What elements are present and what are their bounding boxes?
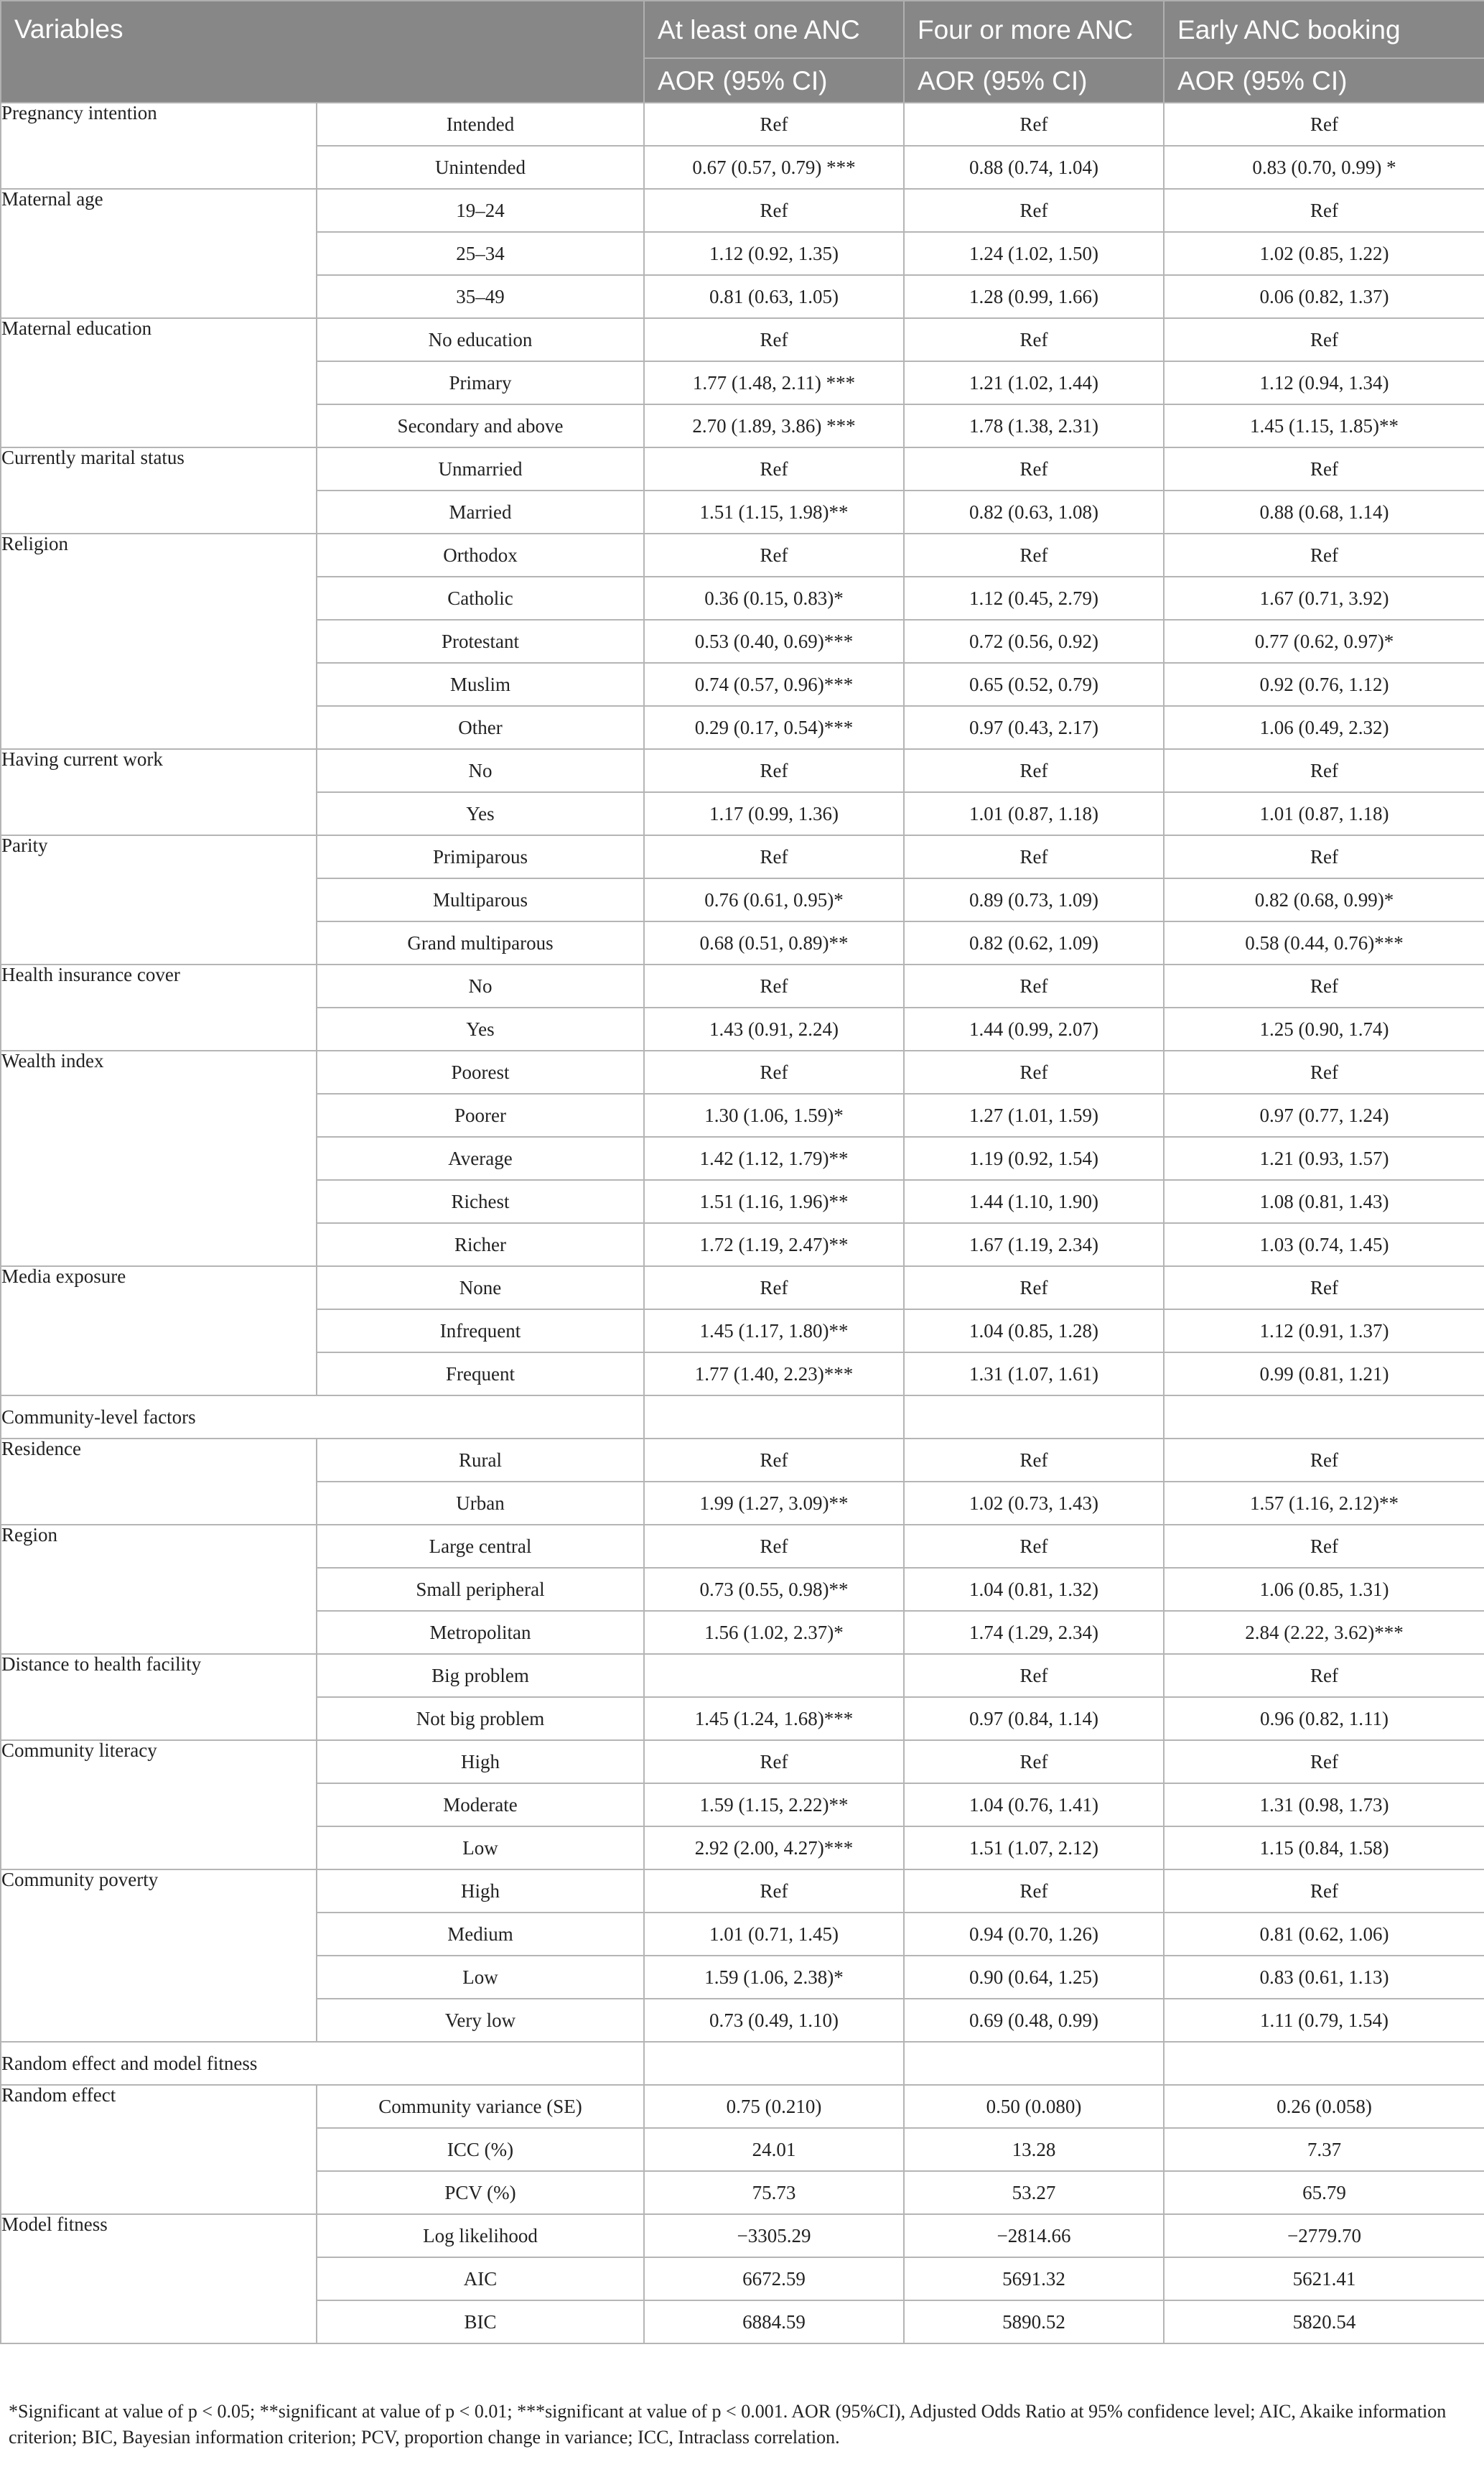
value-four-or-more-anc: 0.69 (0.48, 0.99) [904, 1999, 1164, 2042]
value-at-least-one-anc: −3305.29 [644, 2214, 904, 2257]
table-row [1, 1654, 1484, 1697]
value-at-least-one-anc: 6884.59 [644, 2300, 904, 2343]
variable-name: Community literacy [1, 1740, 317, 1869]
value-early-anc-booking: 1.03 (0.74, 1.45) [1164, 1223, 1484, 1266]
value-at-least-one-anc: 1.77 (1.48, 2.11) *** [644, 361, 904, 404]
category-label: Average [317, 1137, 644, 1180]
value-four-or-more-anc: 0.72 (0.56, 0.92) [904, 620, 1164, 663]
value-early-anc-booking: 1.15 (0.84, 1.58) [1164, 1826, 1484, 1869]
value-at-least-one-anc: 1.51 (1.16, 1.96)** [644, 1180, 904, 1223]
variable-name: Pregnancy intention [1, 103, 317, 189]
value-four-or-more-anc: 1.51 (1.07, 2.12) [904, 1826, 1164, 1869]
value-early-anc-booking: 0.97 (0.77, 1.24) [1164, 1094, 1484, 1137]
value-at-least-one-anc: Ref [644, 189, 904, 232]
value-four-or-more-anc: 0.65 (0.52, 0.79) [904, 663, 1164, 706]
section-empty-cell [1164, 1395, 1484, 1439]
value-four-or-more-anc: 1.19 (0.92, 1.54) [904, 1137, 1164, 1180]
category-label: Moderate [317, 1783, 644, 1826]
value-early-anc-booking: 1.01 (0.87, 1.18) [1164, 792, 1484, 835]
value-early-anc-booking: 1.45 (1.15, 1.85)** [1164, 404, 1484, 447]
value-early-anc-booking: Ref [1164, 447, 1484, 491]
category-label: No education [317, 318, 644, 361]
category-label: 25–34 [317, 232, 644, 275]
value-four-or-more-anc: 1.27 (1.01, 1.59) [904, 1094, 1164, 1137]
category-label: 35–49 [317, 275, 644, 318]
category-label: BIC [317, 2300, 644, 2343]
value-early-anc-booking: 0.06 (0.82, 1.37) [1164, 275, 1484, 318]
value-early-anc-booking: 0.77 (0.62, 0.97)* [1164, 620, 1484, 663]
value-at-least-one-anc: 1.99 (1.27, 3.09)** [644, 1482, 904, 1525]
value-four-or-more-anc: 0.89 (0.73, 1.09) [904, 878, 1164, 921]
value-at-least-one-anc: Ref [644, 447, 904, 491]
value-four-or-more-anc: 1.04 (0.81, 1.32) [904, 1568, 1164, 1611]
section-empty-cell [904, 1395, 1164, 1439]
value-early-anc-booking: Ref [1164, 1869, 1484, 1913]
table-row [1, 749, 1484, 792]
variable-name: Parity [1, 835, 317, 965]
table-body [1, 103, 1484, 2343]
value-early-anc-booking: Ref [1164, 103, 1484, 146]
category-label: Low [317, 1826, 644, 1869]
table-row [1, 1740, 1484, 1783]
category-label: Intended [317, 103, 644, 146]
value-four-or-more-anc: Ref [904, 1525, 1164, 1568]
value-four-or-more-anc: Ref [904, 749, 1164, 792]
value-at-least-one-anc: Ref [644, 318, 904, 361]
value-early-anc-booking: Ref [1164, 749, 1484, 792]
value-early-anc-booking: 65.79 [1164, 2171, 1484, 2214]
category-label: Urban [317, 1482, 644, 1525]
header-four-or-more-anc: Four or more ANC [904, 1, 1164, 58]
value-four-or-more-anc: 13.28 [904, 2128, 1164, 2171]
value-early-anc-booking: 0.83 (0.61, 1.13) [1164, 1956, 1484, 1999]
category-label: AIC [317, 2257, 644, 2300]
variable-name: Health insurance cover [1, 965, 317, 1051]
variable-name: Residence [1, 1439, 317, 1525]
value-four-or-more-anc: 0.97 (0.84, 1.14) [904, 1697, 1164, 1740]
value-at-least-one-anc: Ref [644, 103, 904, 146]
category-label: Very low [317, 1999, 644, 2042]
category-label: Low [317, 1956, 644, 1999]
value-early-anc-booking: Ref [1164, 189, 1484, 232]
value-four-or-more-anc: Ref [904, 103, 1164, 146]
value-at-least-one-anc: 1.17 (0.99, 1.36) [644, 792, 904, 835]
value-four-or-more-anc: 1.24 (1.02, 1.50) [904, 232, 1164, 275]
value-early-anc-booking: Ref [1164, 1525, 1484, 1568]
category-label: Secondary and above [317, 404, 644, 447]
value-at-least-one-anc [644, 1654, 904, 1697]
category-label: ICC (%) [317, 2128, 644, 2171]
value-early-anc-booking: 1.06 (0.49, 2.32) [1164, 706, 1484, 749]
value-at-least-one-anc: 0.76 (0.61, 0.95)* [644, 878, 904, 921]
value-four-or-more-anc: Ref [904, 447, 1164, 491]
category-label: Unintended [317, 146, 644, 189]
section-label: Community-level factors [1, 1395, 644, 1439]
table-header [1, 1, 1484, 103]
value-early-anc-booking: 5621.41 [1164, 2257, 1484, 2300]
value-early-anc-booking: 1.12 (0.91, 1.37) [1164, 1309, 1484, 1352]
value-four-or-more-anc: 1.28 (0.99, 1.66) [904, 275, 1164, 318]
section-empty-cell [1164, 2042, 1484, 2085]
category-label: Metropolitan [317, 1611, 644, 1654]
category-label: High [317, 1869, 644, 1913]
value-at-least-one-anc: 1.59 (1.15, 2.22)** [644, 1783, 904, 1826]
table-row [1, 1051, 1484, 1094]
value-four-or-more-anc: Ref [904, 1051, 1164, 1094]
header-variables: Variables [1, 1, 644, 103]
value-early-anc-booking: Ref [1164, 1740, 1484, 1783]
value-at-least-one-anc: 0.53 (0.40, 0.69)*** [644, 620, 904, 663]
value-at-least-one-anc: Ref [644, 1740, 904, 1783]
value-four-or-more-anc: Ref [904, 1740, 1164, 1783]
value-four-or-more-anc: 0.82 (0.62, 1.09) [904, 921, 1164, 965]
value-at-least-one-anc: Ref [644, 749, 904, 792]
category-label: PCV (%) [317, 2171, 644, 2214]
value-early-anc-booking: 0.26 (0.058) [1164, 2085, 1484, 2128]
category-label: Small peripheral [317, 1568, 644, 1611]
category-label: Unmarried [317, 447, 644, 491]
value-early-anc-booking: 0.96 (0.82, 1.11) [1164, 1697, 1484, 1740]
category-label: Not big problem [317, 1697, 644, 1740]
value-four-or-more-anc: 1.67 (1.19, 2.34) [904, 1223, 1164, 1266]
value-four-or-more-anc: 0.97 (0.43, 2.17) [904, 706, 1164, 749]
value-early-anc-booking: 1.67 (0.71, 3.92) [1164, 577, 1484, 620]
category-label: High [317, 1740, 644, 1783]
value-at-least-one-anc: 0.73 (0.55, 0.98)** [644, 1568, 904, 1611]
variable-name: Wealth index [1, 1051, 317, 1266]
value-at-least-one-anc: 1.51 (1.15, 1.98)** [644, 491, 904, 534]
value-early-anc-booking: 0.81 (0.62, 1.06) [1164, 1913, 1484, 1956]
value-at-least-one-anc: 2.92 (2.00, 4.27)*** [644, 1826, 904, 1869]
value-at-least-one-anc: 2.70 (1.89, 3.86) *** [644, 404, 904, 447]
value-four-or-more-anc: 1.04 (0.85, 1.28) [904, 1309, 1164, 1352]
value-early-anc-booking: Ref [1164, 1439, 1484, 1482]
table-row [1, 2085, 1484, 2128]
variable-name: Media exposure [1, 1266, 317, 1395]
value-at-least-one-anc: 1.45 (1.24, 1.68)*** [644, 1697, 904, 1740]
value-early-anc-booking: Ref [1164, 1051, 1484, 1094]
category-label: Medium [317, 1913, 644, 1956]
value-four-or-more-anc: 1.02 (0.73, 1.43) [904, 1482, 1164, 1525]
table-row [1, 1266, 1484, 1309]
value-early-anc-booking: 1.31 (0.98, 1.73) [1164, 1783, 1484, 1826]
value-four-or-more-anc: 1.44 (0.99, 2.07) [904, 1008, 1164, 1051]
variable-name: Region [1, 1525, 317, 1654]
variable-name: Maternal age [1, 189, 317, 318]
value-at-least-one-anc: 1.12 (0.92, 1.35) [644, 232, 904, 275]
variable-name: Random effect [1, 2085, 317, 2214]
category-label: Frequent [317, 1352, 644, 1395]
value-early-anc-booking: 0.83 (0.70, 0.99) * [1164, 146, 1484, 189]
value-four-or-more-anc: 0.50 (0.080) [904, 2085, 1164, 2128]
category-label: Grand multiparous [317, 921, 644, 965]
category-label: Infrequent [317, 1309, 644, 1352]
variable-name: Distance to health facility [1, 1654, 317, 1740]
category-label: None [317, 1266, 644, 1309]
value-four-or-more-anc: −2814.66 [904, 2214, 1164, 2257]
value-early-anc-booking: 0.82 (0.68, 0.99)* [1164, 878, 1484, 921]
variable-name: Maternal education [1, 318, 317, 447]
value-at-least-one-anc: 0.67 (0.57, 0.79) *** [644, 146, 904, 189]
value-at-least-one-anc: Ref [644, 1266, 904, 1309]
value-four-or-more-anc: Ref [904, 1654, 1164, 1697]
category-label: Orthodox [317, 534, 644, 577]
value-at-least-one-anc: 1.77 (1.40, 2.23)*** [644, 1352, 904, 1395]
category-label: Richer [317, 1223, 644, 1266]
value-early-anc-booking: 5820.54 [1164, 2300, 1484, 2343]
value-at-least-one-anc: 75.73 [644, 2171, 904, 2214]
value-at-least-one-anc: Ref [644, 534, 904, 577]
value-early-anc-booking: 1.06 (0.85, 1.31) [1164, 1568, 1484, 1611]
value-at-least-one-anc: Ref [644, 965, 904, 1008]
value-four-or-more-anc: Ref [904, 534, 1164, 577]
category-label: Poorest [317, 1051, 644, 1094]
header-at-least-one-anc: At least one ANC [644, 1, 904, 58]
value-at-least-one-anc: 1.42 (1.12, 1.79)** [644, 1137, 904, 1180]
value-early-anc-booking: 1.11 (0.79, 1.54) [1164, 1999, 1484, 2042]
value-early-anc-booking: Ref [1164, 835, 1484, 878]
value-early-anc-booking: 0.99 (0.81, 1.21) [1164, 1352, 1484, 1395]
value-four-or-more-anc: 53.27 [904, 2171, 1164, 2214]
value-four-or-more-anc: Ref [904, 318, 1164, 361]
category-label: Other [317, 706, 644, 749]
value-four-or-more-anc: 5890.52 [904, 2300, 1164, 2343]
value-early-anc-booking: 1.25 (0.90, 1.74) [1164, 1008, 1484, 1051]
section-empty-cell [644, 2042, 904, 2085]
value-at-least-one-anc: 1.43 (0.91, 2.24) [644, 1008, 904, 1051]
subheader-aor: AOR (95% CI) [644, 58, 904, 103]
category-label: No [317, 749, 644, 792]
value-early-anc-booking: 1.02 (0.85, 1.22) [1164, 232, 1484, 275]
variable-name: Community poverty [1, 1869, 317, 2042]
value-at-least-one-anc: 1.01 (0.71, 1.45) [644, 1913, 904, 1956]
value-four-or-more-anc: 1.74 (1.29, 2.34) [904, 1611, 1164, 1654]
category-label: Large central [317, 1525, 644, 1568]
value-early-anc-booking: 1.08 (0.81, 1.43) [1164, 1180, 1484, 1223]
category-label: Community variance (SE) [317, 2085, 644, 2128]
value-early-anc-booking: 1.21 (0.93, 1.57) [1164, 1137, 1484, 1180]
category-label: Primary [317, 361, 644, 404]
value-four-or-more-anc: 1.78 (1.38, 2.31) [904, 404, 1164, 447]
value-four-or-more-anc: 0.88 (0.74, 1.04) [904, 146, 1164, 189]
category-label: Multiparous [317, 878, 644, 921]
value-at-least-one-anc: Ref [644, 1439, 904, 1482]
value-early-anc-booking: 0.92 (0.76, 1.12) [1164, 663, 1484, 706]
value-at-least-one-anc: 0.36 (0.15, 0.83)* [644, 577, 904, 620]
section-empty-cell [904, 2042, 1164, 2085]
header-early-anc-booking: Early ANC booking [1164, 1, 1484, 58]
section-row [1, 2042, 1484, 2085]
value-four-or-more-anc: 1.21 (1.02, 1.44) [904, 361, 1164, 404]
value-at-least-one-anc: 1.45 (1.17, 1.80)** [644, 1309, 904, 1352]
category-label: No [317, 965, 644, 1008]
value-early-anc-booking: Ref [1164, 1266, 1484, 1309]
table-row [1, 835, 1484, 878]
value-four-or-more-anc: Ref [904, 189, 1164, 232]
value-early-anc-booking: 2.84 (2.22, 3.62)*** [1164, 1611, 1484, 1654]
value-four-or-more-anc: 1.12 (0.45, 2.79) [904, 577, 1164, 620]
value-at-least-one-anc: 6672.59 [644, 2257, 904, 2300]
subheader-aor: AOR (95% CI) [1164, 58, 1484, 103]
category-label: Rural [317, 1439, 644, 1482]
value-at-least-one-anc: Ref [644, 1051, 904, 1094]
category-label: 19–24 [317, 189, 644, 232]
value-early-anc-booking: −2779.70 [1164, 2214, 1484, 2257]
value-at-least-one-anc: 1.30 (1.06, 1.59)* [644, 1094, 904, 1137]
category-label: Yes [317, 792, 644, 835]
value-early-anc-booking: Ref [1164, 534, 1484, 577]
category-label: Primiparous [317, 835, 644, 878]
value-at-least-one-anc: 0.81 (0.63, 1.05) [644, 275, 904, 318]
value-four-or-more-anc: 1.31 (1.07, 1.61) [904, 1352, 1164, 1395]
value-four-or-more-anc: 0.82 (0.63, 1.08) [904, 491, 1164, 534]
value-at-least-one-anc: 24.01 [644, 2128, 904, 2171]
section-empty-cell [644, 1395, 904, 1439]
value-early-anc-booking: 7.37 [1164, 2128, 1484, 2171]
table-row [1, 534, 1484, 577]
value-early-anc-booking: Ref [1164, 1654, 1484, 1697]
variable-name: Religion [1, 534, 317, 749]
section-row [1, 1395, 1484, 1439]
value-four-or-more-anc: 1.04 (0.76, 1.41) [904, 1783, 1164, 1826]
value-four-or-more-anc: Ref [904, 1266, 1164, 1309]
category-label: Big problem [317, 1654, 644, 1697]
section-label: Random effect and model fitness [1, 2042, 644, 2085]
value-early-anc-booking: Ref [1164, 965, 1484, 1008]
value-four-or-more-anc: 1.01 (0.87, 1.18) [904, 792, 1164, 835]
value-at-least-one-anc: Ref [644, 835, 904, 878]
category-label: Muslim [317, 663, 644, 706]
value-early-anc-booking: 1.57 (1.16, 2.12)** [1164, 1482, 1484, 1525]
value-at-least-one-anc: 0.73 (0.49, 1.10) [644, 1999, 904, 2042]
category-label: Log likelihood [317, 2214, 644, 2257]
table-row [1, 103, 1484, 146]
value-four-or-more-anc: Ref [904, 1439, 1164, 1482]
variable-name: Model fitness [1, 2214, 317, 2343]
value-four-or-more-anc: Ref [904, 1869, 1164, 1913]
table-row [1, 318, 1484, 361]
value-four-or-more-anc: 5691.32 [904, 2257, 1164, 2300]
value-at-least-one-anc: 0.29 (0.17, 0.54)*** [644, 706, 904, 749]
value-four-or-more-anc: 0.94 (0.70, 1.26) [904, 1913, 1164, 1956]
value-early-anc-booking: 1.12 (0.94, 1.34) [1164, 361, 1484, 404]
value-early-anc-booking: Ref [1164, 318, 1484, 361]
table-row [1, 1869, 1484, 1913]
category-label: Poorer [317, 1094, 644, 1137]
value-at-least-one-anc: 1.72 (1.19, 2.47)** [644, 1223, 904, 1266]
variable-name: Currently marital status [1, 447, 317, 534]
table-row [1, 447, 1484, 491]
value-four-or-more-anc: Ref [904, 835, 1164, 878]
value-at-least-one-anc: Ref [644, 1869, 904, 1913]
value-four-or-more-anc: 1.44 (1.10, 1.90) [904, 1180, 1164, 1223]
value-at-least-one-anc: 0.75 (0.210) [644, 2085, 904, 2128]
category-label: Richest [317, 1180, 644, 1223]
value-at-least-one-anc: 1.59 (1.06, 2.38)* [644, 1956, 904, 1999]
value-four-or-more-anc: Ref [904, 965, 1164, 1008]
value-early-anc-booking: 0.88 (0.68, 1.14) [1164, 491, 1484, 534]
table-row [1, 189, 1484, 232]
value-at-least-one-anc: 0.74 (0.57, 0.96)*** [644, 663, 904, 706]
category-label: Catholic [317, 577, 644, 620]
table-row [1, 1525, 1484, 1568]
table-row [1, 1439, 1484, 1482]
category-label: Yes [317, 1008, 644, 1051]
value-early-anc-booking: 0.58 (0.44, 0.76)*** [1164, 921, 1484, 965]
category-label: Protestant [317, 620, 644, 663]
value-at-least-one-anc: 0.68 (0.51, 0.89)** [644, 921, 904, 965]
category-label: Married [317, 491, 644, 534]
table-footnote: *Significant at value of p < 0.05; **significant at value of p < 0.01; ***significant at value of p < 0.001. AOR (95%CI), Adjusted Odds Ratio at 95% confidence level; AIC, Akaike information criterion; BIC, Bayesian information criterion; PCV, proportion change in variance; ICC, Intraclass correlation. [9, 2401, 1447, 2448]
value-at-least-one-anc: Ref [644, 1525, 904, 1568]
value-at-least-one-anc: 1.56 (1.02, 2.37)* [644, 1611, 904, 1654]
table-row [1, 965, 1484, 1008]
variable-name: Having current work [1, 749, 317, 835]
subheader-aor: AOR (95% CI) [904, 58, 1164, 103]
value-four-or-more-anc: 0.90 (0.64, 1.25) [904, 1956, 1164, 1999]
table-row [1, 2214, 1484, 2257]
